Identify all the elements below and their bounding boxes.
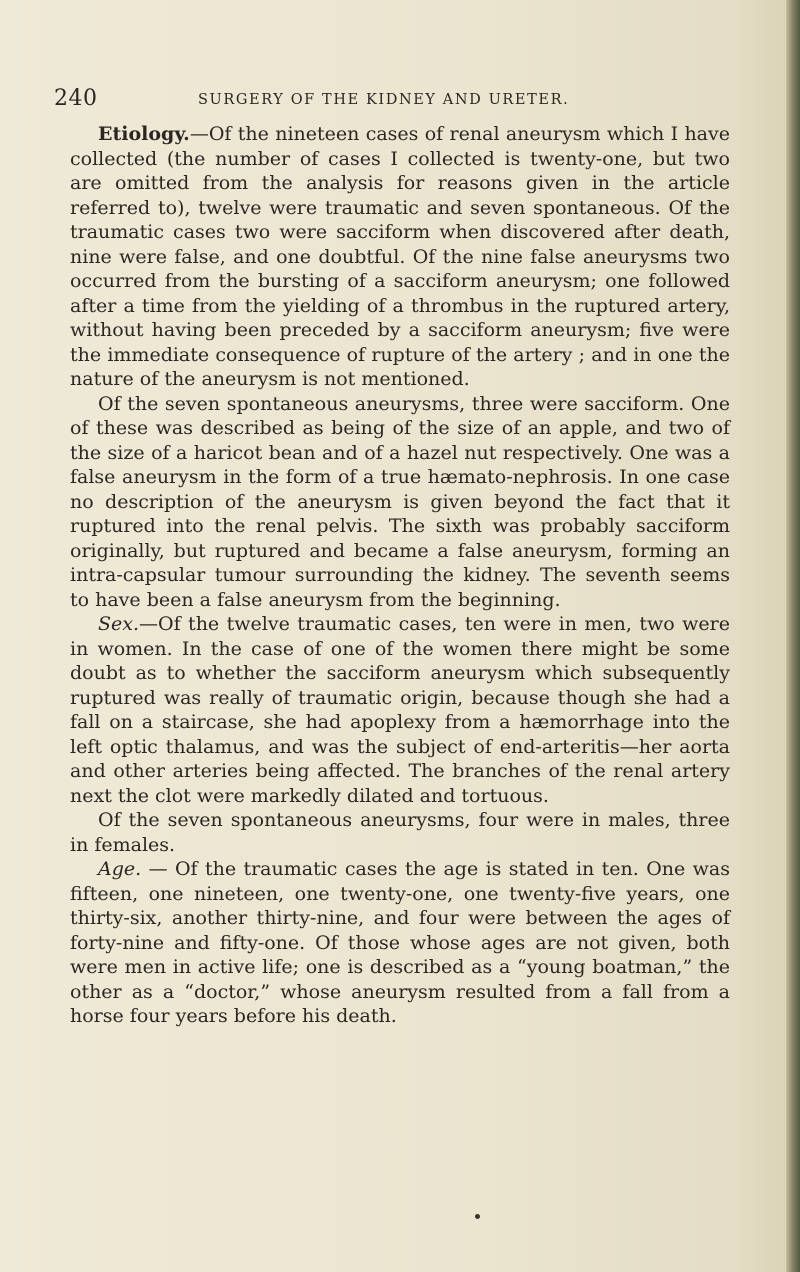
etiology-heading: Etiology. [98,123,190,145]
paragraph-sex [70,612,730,808]
running-head: SURGERY OF THE KIDNEY AND URETER. [198,92,570,108]
sex-text: —Of the twelve traumatic cases, ten were in men, two were in women. In the case of one of the women there might be some doubt as to whether the sacciform aneurysm which subsequently ruptured was really of traumatic origin, because though she had a fall on a staircase, she had apoplexy from a hæmorrhage into the left optic thalamus, and was the subject of end-arteritis—her aorta and other arteries being affected. The branches of the renal artery next the clot were markedly dilated and tortuous. [70,613,730,807]
etiology-text: —Of the nineteen cases of renal aneurysm which I have collected (the number of cases I collected is twenty-one, but two are omitted from the analysis for reasons given in the article referred to), twelve were traumatic and seven spontaneous. Of the traumatic cases two were sacciform when discovered after death, nine were false, and one doubtful. Of the nine false aneurysms two occurred from the bursting of a sacciform aneurysm; one followed after a time from the yielding of a thrombus in the ruptured artery, without having been preceded by a sacciform aneurysm; five were the immediate consequence of rupture of the artery ; and in one the nature of the aneurysm is not mentioned. [70,123,730,390]
page-spine-edge [786,0,800,1272]
page-number: 240 [54,86,98,111]
age-text: — Of the traumatic cases the age is stated in ten. One was fifteen, one nineteen, one twenty-one, one twenty-five years, one thirty-six, another thirty-nine, and four were between the ages of forty-nine and fifty-one. Of those whose ages are not given, both were men in active life; one is described as a “young boatman,” the other as a “doctor,” whose aneurysm resulted from a fall from a horse four years before his death. [70,858,730,1027]
page-header [54,86,754,116]
body-text [70,122,730,1029]
paragraph-age [70,857,730,1029]
sex-heading: Sex. [98,613,140,635]
ink-dot [475,1214,480,1219]
paragraph-spontaneous: Of the seven spontaneous aneurysms, three were sacciform. One of these was described as being of the size of an apple, and two of the size of a haricot bean and of a hazel nut respectively. One was a false aneurysm in the form of a true hæmato-nephrosis. In one case no description of the aneurysm is given beyond the fact that it ruptured into the renal pelvis. The sixth was probably sacciform originally, but ruptured and became a false aneurysm, forming an intra-capsular tumour surrounding the kidney. The seventh seems to have been a false aneurysm from the beginning. [70,392,730,611]
paragraph-etiology [70,122,730,392]
paragraph-spontaneous-sex: Of the seven spontaneous aneurysms, four were in males, three in females. [70,809,730,856]
age-heading: Age. [98,858,142,880]
